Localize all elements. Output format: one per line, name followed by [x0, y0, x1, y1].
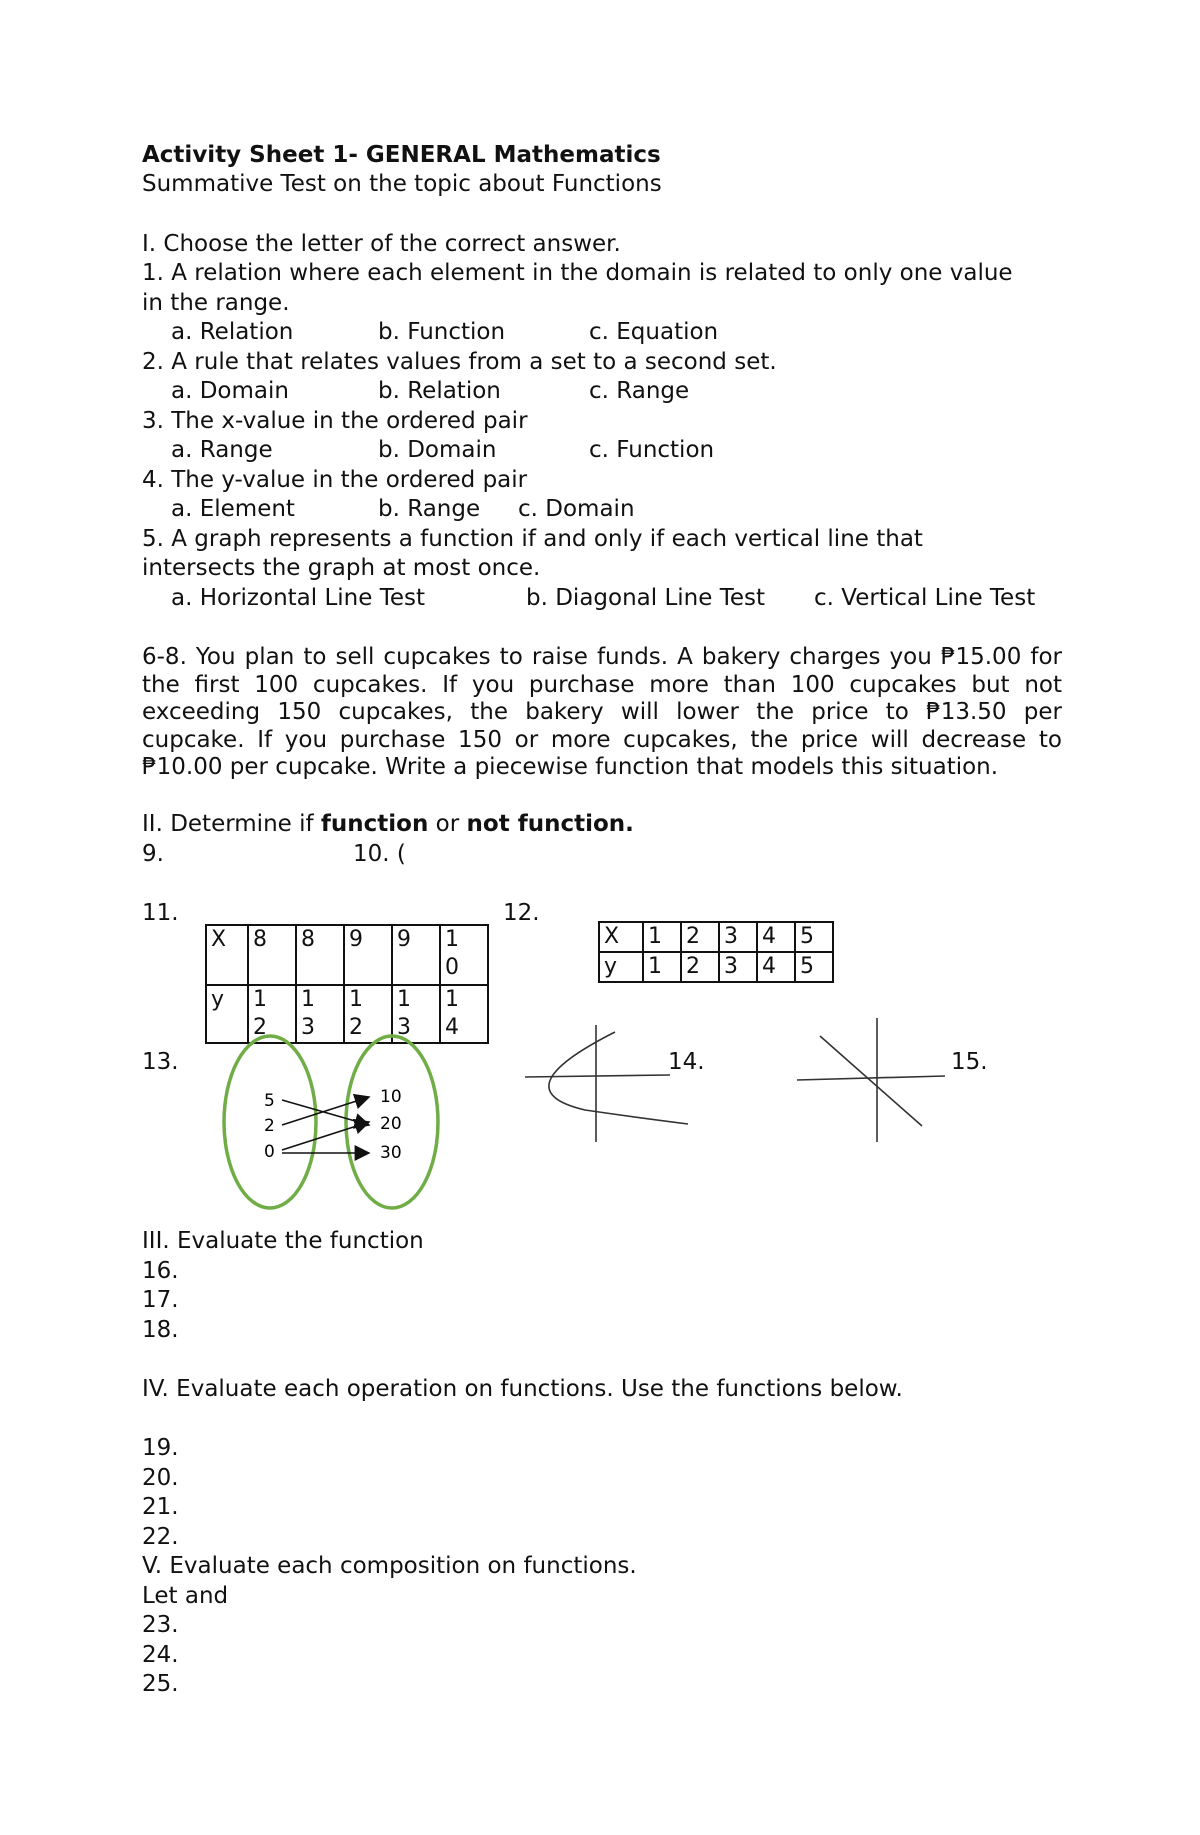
- word-problem-line: cupcake. If you purchase 150 or more cupcakes, the price will decrease to: [142, 726, 1062, 753]
- table-cell: 1 0: [440, 925, 488, 985]
- word-problem-line: ₱10.00 per cupcake. Write a piecewise function that models this situation.: [142, 754, 999, 780]
- item-10-number: 10. (: [353, 841, 406, 867]
- range-value: 10: [380, 1087, 402, 1107]
- item-22-number: 22.: [142, 1524, 179, 1550]
- q4-choice-b: b. Range: [378, 496, 481, 522]
- item-16-number: 16.: [142, 1258, 179, 1284]
- table-12: [598, 921, 834, 983]
- q3-choice-c: c. Function: [589, 437, 715, 463]
- item-18-number: 18.: [142, 1317, 179, 1343]
- table-11: [205, 924, 489, 1044]
- table-cell: 1 3: [392, 985, 440, 1043]
- part2-bold-function: function: [320, 811, 429, 837]
- word-problem: [142, 644, 1062, 782]
- domain-value: 2: [264, 1116, 275, 1136]
- page-subtitle: Summative Test on the topic about Functions: [142, 171, 662, 197]
- table-cell: 5: [795, 952, 833, 982]
- graph-curve: [549, 1032, 688, 1124]
- graph-14: [525, 1025, 688, 1142]
- table-row: [599, 922, 833, 952]
- part2-pre: II. Determine if: [142, 811, 321, 837]
- q1-choice-b: b. Function: [378, 319, 506, 345]
- table-row: [206, 925, 488, 985]
- q2-choice-b: b. Relation: [378, 378, 501, 404]
- q3-choice-a: a. Range: [171, 437, 273, 463]
- range-oval: [346, 1036, 438, 1208]
- part2-instruction: [142, 810, 634, 838]
- table-cell: 4: [757, 922, 795, 952]
- q4-choice-a: a. Element: [171, 496, 295, 522]
- table-cell: 4: [757, 952, 795, 982]
- table-cell: 3: [719, 922, 757, 952]
- q1-choice-a: a. Relation: [171, 319, 294, 345]
- table-cell: 1: [643, 952, 681, 982]
- q3-text: 3. The x-value in the ordered pair: [142, 408, 528, 434]
- item-12-number: 12.: [503, 900, 540, 926]
- graph-15: [797, 1018, 945, 1142]
- item-9-number: 9.: [142, 841, 164, 867]
- item-13-number: 13.: [142, 1049, 179, 1075]
- domain-value: 5: [264, 1091, 275, 1111]
- item-21-number: 21.: [142, 1494, 179, 1520]
- graph-line: [820, 1036, 922, 1126]
- word-problem-line: exceeding 150 cupcakes, the bakery will lower the price to ₱13.50 per: [142, 699, 1062, 725]
- table-cell: 1 3: [296, 985, 344, 1043]
- table-cell: 1: [643, 922, 681, 952]
- table-cell: X: [206, 925, 248, 985]
- q5-choice-b: b. Diagonal Line Test: [526, 585, 765, 611]
- item-19-number: 19.: [142, 1435, 179, 1461]
- mapping-arrow: [282, 1100, 369, 1125]
- q4-text: 4. The y-value in the ordered pair: [142, 467, 528, 493]
- q1-text-cont: in the range.: [142, 290, 290, 316]
- table-cell: 2: [681, 922, 719, 952]
- mapping-arrow: [282, 1122, 369, 1150]
- table-cell: 3: [719, 952, 757, 982]
- part1-instruction: I. Choose the letter of the correct answer.: [142, 231, 621, 257]
- q2-text: 2. A rule that relates values from a set to a second set.: [142, 349, 777, 375]
- q1-text: 1. A relation where each element in the domain is related to only one value: [142, 260, 1013, 286]
- table-cell: 9: [392, 925, 440, 985]
- item-23-number: 23.: [142, 1612, 179, 1638]
- item-15-number: 15.: [951, 1049, 988, 1075]
- table-cell: 1 2: [248, 985, 296, 1043]
- table-cell: 5: [795, 922, 833, 952]
- q5-text-cont: intersects the graph at most once.: [142, 555, 541, 581]
- item-20-number: 20.: [142, 1465, 179, 1491]
- table-cell: 9: [344, 925, 392, 985]
- q4-choice-c: c. Domain: [518, 496, 635, 522]
- part2-bold-not-function: not function.: [466, 811, 634, 837]
- item-14-number: 14.: [668, 1049, 705, 1075]
- domain-oval: [224, 1036, 316, 1208]
- table-row: [206, 985, 488, 1043]
- mapping-arrow: [282, 1097, 369, 1125]
- part3-heading: III. Evaluate the function: [142, 1228, 424, 1254]
- table-cell: y: [599, 952, 643, 982]
- q2-choice-a: a. Domain: [171, 378, 289, 404]
- word-problem-line: the first 100 cupcakes. If you purchase more than 100 cupcakes but not: [142, 671, 1062, 698]
- graph-axis: [525, 1075, 670, 1077]
- table-cell: y: [206, 985, 248, 1043]
- q3-choice-b: b. Domain: [378, 437, 497, 463]
- table-cell: 8: [296, 925, 344, 985]
- word-problem-line: 6-8. You plan to sell cupcakes to raise funds. A bakery charges you ₱15.00 for: [142, 644, 1062, 670]
- table-cell: 8: [248, 925, 296, 985]
- graph-axis: [797, 1076, 945, 1080]
- item-17-number: 17.: [142, 1287, 179, 1313]
- q1-choice-c: c. Equation: [589, 319, 719, 345]
- part2-mid: or: [428, 811, 467, 837]
- part5-heading: V. Evaluate each composition on functions.: [142, 1553, 637, 1579]
- item-25-number: 25.: [142, 1671, 179, 1697]
- page-title: Activity Sheet 1- GENERAL Mathematics: [142, 142, 661, 168]
- table-row: [599, 952, 833, 982]
- range-value: 30: [380, 1143, 402, 1163]
- table-cell: X: [599, 922, 643, 952]
- table-cell: 1 4: [440, 985, 488, 1043]
- part5-let: Let and: [142, 1583, 229, 1609]
- q2-choice-c: c. Range: [589, 378, 690, 404]
- domain-value: 0: [264, 1142, 275, 1162]
- q5-choice-c: c. Vertical Line Test: [814, 585, 1036, 611]
- q5-choice-a: a. Horizontal Line Test: [171, 585, 425, 611]
- item-11-number: 11.: [142, 900, 179, 926]
- table-cell: 2: [681, 952, 719, 982]
- q5-text: 5. A graph represents a function if and only if each vertical line that: [142, 526, 923, 552]
- part4-heading: IV. Evaluate each operation on functions. Use the functions below.: [142, 1376, 903, 1402]
- table-cell: 1 2: [344, 985, 392, 1043]
- range-value: 20: [380, 1114, 402, 1134]
- item-24-number: 24.: [142, 1642, 179, 1668]
